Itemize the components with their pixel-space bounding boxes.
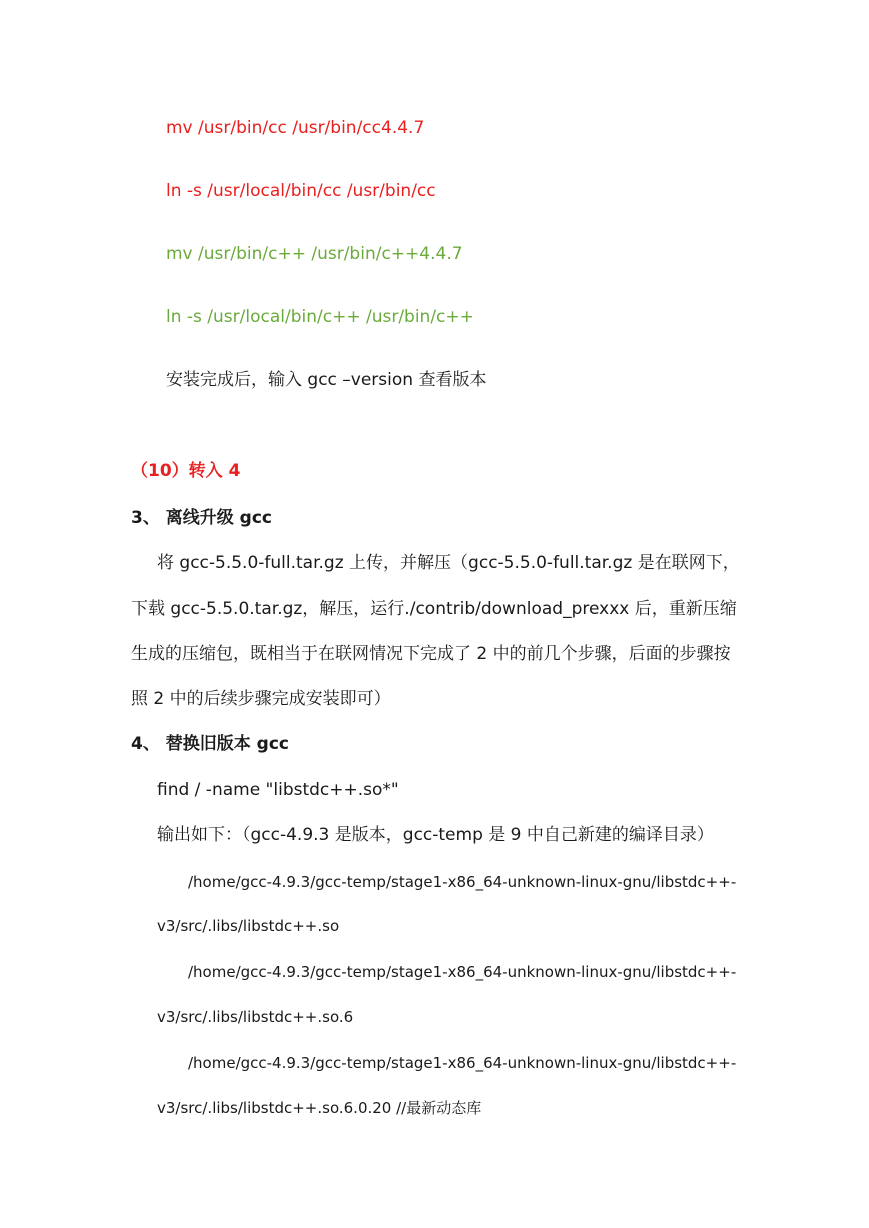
result-2-line-1: /home/gcc-4.9.3/gcc-temp/stage1-x86_64-unknown-linux-gnu/libstdc++- bbox=[188, 963, 737, 981]
result-1-line-1: /home/gcc-4.9.3/gcc-temp/stage1-x86_64-unknown-linux-gnu/libstdc++- bbox=[188, 873, 737, 891]
command-mv-cpp: mv /usr/bin/c++ /usr/bin/c++4.4.7 bbox=[166, 244, 463, 264]
step-10-heading: （10）转入 4 bbox=[131, 461, 241, 481]
section-4-heading: 4、 替换旧版本 gcc bbox=[131, 734, 289, 754]
after-install-note: 安装完成后，输入 gcc –version 查看版本 bbox=[166, 370, 487, 390]
result-1-line-2: v3/src/.libs/libstdc++.so bbox=[157, 917, 340, 935]
command-ln-cc: ln -s /usr/local/bin/cc /usr/bin/cc bbox=[166, 181, 436, 201]
result-3-line-2: v3/src/.libs/libstdc++.so.6.0.20 //最新动态库 bbox=[157, 1099, 482, 1117]
section-3-paragraph-line-3: 生成的压缩包，既相当于在联网情况下完成了 2 中的前几个步骤，后面的步骤按 bbox=[131, 644, 731, 664]
section-3-paragraph-line-4: 照 2 中的后续步骤完成安装即可） bbox=[131, 689, 391, 709]
result-2-line-2: v3/src/.libs/libstdc++.so.6 bbox=[157, 1008, 354, 1026]
command-ln-cpp: ln -s /usr/local/bin/c++ /usr/bin/c++ bbox=[166, 307, 474, 327]
section-3-paragraph-line-1: 将 gcc-5.5.0-full.tar.gz 上传，并解压（gcc-5.5.0-full.tar.gz 是在联网下， bbox=[157, 553, 740, 573]
result-3-line-1: /home/gcc-4.9.3/gcc-temp/stage1-x86_64-unknown-linux-gnu/libstdc++- bbox=[188, 1054, 737, 1072]
section-3-heading: 3、 离线升级 gcc bbox=[131, 508, 272, 528]
section-3-paragraph-line-2: 下载 gcc-5.5.0.tar.gz，解压，运行./contrib/download_prexxx 后，重新压缩 bbox=[131, 599, 737, 619]
find-command: find / -name "libstdc++.so*" bbox=[157, 780, 399, 800]
output-intro: 输出如下：（gcc-4.9.3 是版本，gcc-temp 是 9 中自己新建的编译目录） bbox=[157, 825, 714, 845]
command-mv-cc: mv /usr/bin/cc /usr/bin/cc4.4.7 bbox=[166, 118, 425, 138]
